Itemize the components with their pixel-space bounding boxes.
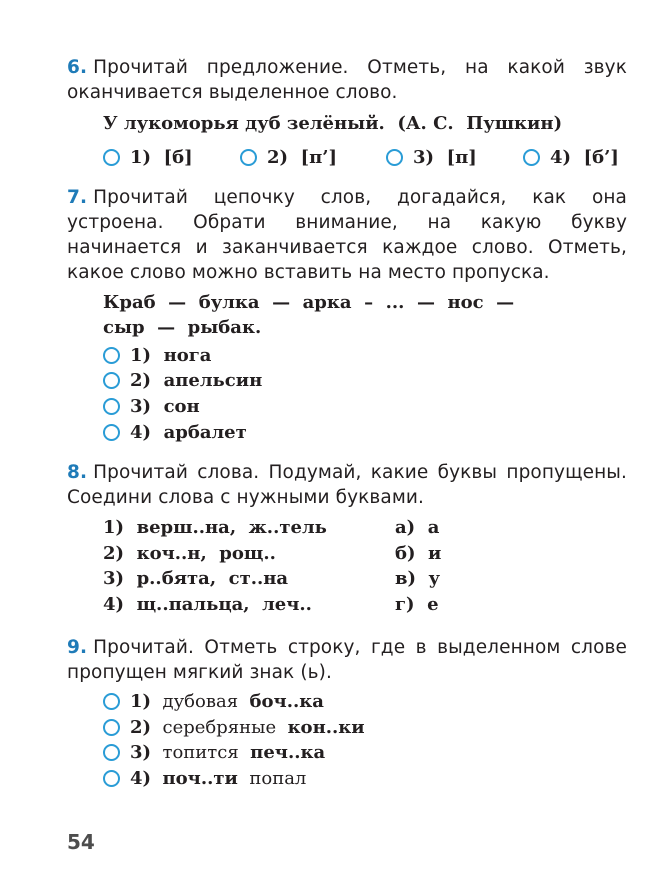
task-8-word-4: 4) щ..пальца, леч.. <box>103 594 312 615</box>
task-6-option-2[interactable]: 2) [п’] <box>240 145 337 170</box>
task-6-instruction: 6. Прочитай предложение. Отметь, на какой звук оканчивается выделенное слово. <box>67 57 627 103</box>
task-6-option-4[interactable]: 4) [б’] <box>523 145 619 170</box>
radio-circle-icon[interactable] <box>103 770 120 787</box>
radio-circle-icon[interactable] <box>103 424 120 441</box>
task-number: 9. <box>67 637 88 658</box>
task-9-option-4[interactable]: 4) поч..ти попал <box>103 766 306 791</box>
task-6-option-3[interactable]: 3) [п] <box>386 145 477 170</box>
task-9-option-1[interactable]: 1) дубовая боч..ка <box>103 689 324 714</box>
task-number: 7. <box>67 187 88 208</box>
task-7-chain-line-2: сыр — рыбак. <box>103 317 262 338</box>
highlighted-word: дуб <box>245 113 281 134</box>
task-9-instruction: 9. Прочитай. Отметь строку, где в выделенном слове пропущен мягкий знак (ь). <box>67 637 627 683</box>
radio-circle-icon[interactable] <box>386 149 403 166</box>
radio-circle-icon[interactable] <box>103 347 120 364</box>
task-6 <box>67 55 627 105</box>
radio-circle-icon[interactable] <box>103 719 120 736</box>
task-9-option-2[interactable]: 2) серебряные кон..ки <box>103 715 365 740</box>
task-7-option-2[interactable]: 2) апельсин <box>103 368 262 393</box>
task-7 <box>67 185 627 285</box>
task-8-word-2: 2) коч..н, рощ.. <box>103 543 276 564</box>
task-8-instruction: 8. Прочитай слова. Подумай, какие буквы пропущены. Соедини слова с нужными буквами. <box>67 462 627 508</box>
task-7-option-3[interactable]: 3) сон <box>103 394 200 419</box>
task-9-option-3[interactable]: 3) топится печ..ка <box>103 740 325 765</box>
highlighted-word: боч..ка <box>249 691 324 712</box>
task-8-letter-v: в) у <box>395 568 441 589</box>
radio-circle-icon[interactable] <box>523 149 540 166</box>
task-7-instruction: 7. Прочитай цепочку слов, догадайся, как она устроена. Обрати внимание, на какую букву начинается и заканчивается каждое слово. Отметь, какое слово можно вставить на место пропуска. <box>67 187 627 283</box>
task-number: 6. <box>67 57 88 78</box>
task-9 <box>67 635 627 685</box>
highlighted-word: печ..ка <box>250 742 326 763</box>
task-8 <box>67 460 627 510</box>
radio-circle-icon[interactable] <box>103 693 120 710</box>
task-7-option-1[interactable]: 1) нога <box>103 343 211 368</box>
task-8-letter-g: г) е <box>395 594 439 615</box>
highlighted-word: кон..ки <box>287 717 365 738</box>
task-8-word-1: 1) верш..на, ж..тель <box>103 517 327 538</box>
task-6-sentence: У лукоморья дуб зелёный. (А. С. Пушкин) <box>103 113 563 134</box>
task-number: 8. <box>67 462 88 483</box>
radio-circle-icon[interactable] <box>103 149 120 166</box>
radio-circle-icon[interactable] <box>240 149 257 166</box>
highlighted-word: поч..ти <box>162 768 238 789</box>
task-8-letter-a: а) а <box>395 517 440 538</box>
task-7-chain-line-1: Краб — булка — арка – ... — нос — <box>103 292 515 313</box>
task-7-option-4[interactable]: 4) арбалет <box>103 420 247 445</box>
page-number: 54 <box>67 830 95 854</box>
radio-circle-icon[interactable] <box>103 372 120 389</box>
radio-circle-icon[interactable] <box>103 398 120 415</box>
task-8-word-3: 3) р..бята, ст..на <box>103 568 289 589</box>
radio-circle-icon[interactable] <box>103 744 120 761</box>
task-8-letter-b: б) и <box>395 543 442 564</box>
task-6-option-1[interactable]: 1) [б] <box>103 145 193 170</box>
